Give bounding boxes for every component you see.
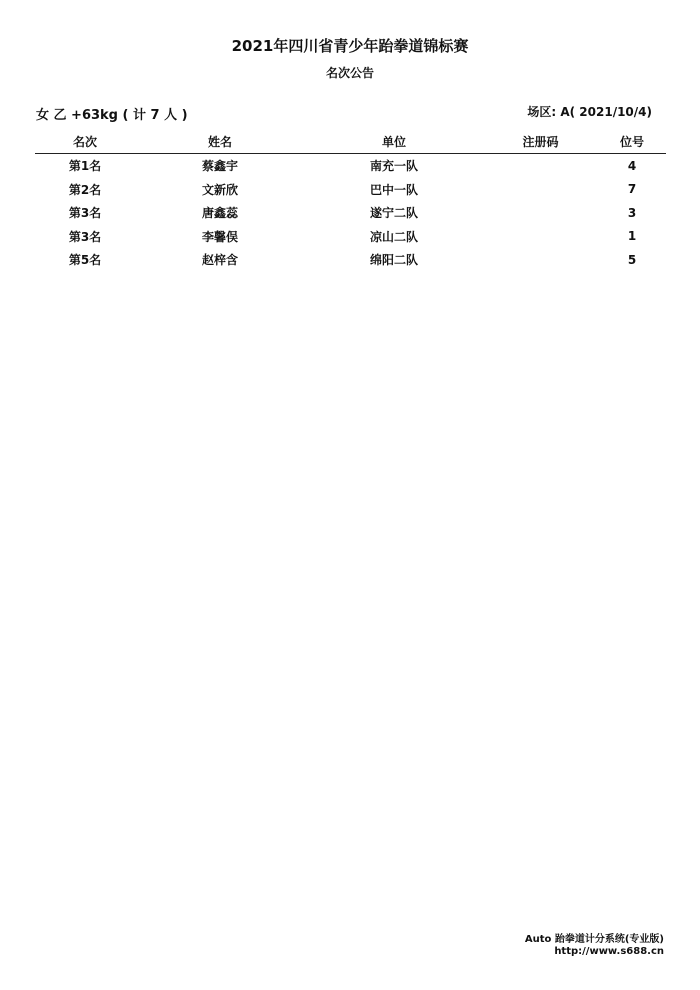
seed-cell: 5 xyxy=(627,252,637,267)
registration-cell xyxy=(483,225,598,249)
name-cell: 蔡鑫宇 xyxy=(201,159,238,174)
rank-cell: 第3名 xyxy=(68,229,102,244)
registration-cell xyxy=(483,201,598,225)
column-header-seed: 位号 xyxy=(598,129,666,154)
team-cell: 遂宁二队 xyxy=(369,206,418,221)
rank-cell: 第2名 xyxy=(68,182,102,197)
column-header-name: 姓名 xyxy=(135,129,305,154)
seed-cell: 4 xyxy=(627,158,637,173)
team-cell: 绵阳二队 xyxy=(369,253,418,268)
name-cell: 李馨俣 xyxy=(201,229,238,244)
ranking-table xyxy=(35,129,666,272)
seed-cell: 3 xyxy=(627,205,637,220)
seed-cell: 7 xyxy=(627,182,637,197)
footer-url: http://www.s688.cn xyxy=(554,946,664,957)
registration-cell xyxy=(483,154,598,178)
rank-cell: 第3名 xyxy=(68,206,102,221)
table-header-row xyxy=(35,129,666,154)
table-row xyxy=(35,225,666,249)
division-label: 女 乙 +63kg ( 计 7 人 ) xyxy=(36,108,188,123)
team-cell: 凉山二队 xyxy=(369,229,418,244)
name-cell: 赵梓含 xyxy=(201,253,238,268)
rank-cell: 第5名 xyxy=(68,253,102,268)
seed-cell: 1 xyxy=(627,229,637,244)
column-header-rank: 名次 xyxy=(35,129,135,154)
column-header-registration: 注册码 xyxy=(483,129,598,154)
venue-label: 场区: A( 2021/10/4) xyxy=(527,105,652,119)
document-subtitle: 名次公告 xyxy=(325,66,374,80)
rank-cell: 第1名 xyxy=(68,159,102,174)
table-row xyxy=(35,201,666,225)
registration-cell xyxy=(483,248,598,272)
team-cell: 巴中一队 xyxy=(369,182,418,197)
name-cell: 唐鑫蕊 xyxy=(201,206,238,221)
table-row xyxy=(35,154,666,178)
column-header-team: 单位 xyxy=(305,129,483,154)
registration-cell xyxy=(483,178,598,202)
document-title: 2021年四川省青少年跆拳道锦标赛 xyxy=(231,37,469,55)
footer-system-label: Auto 跆拳道计分系统(专业版) xyxy=(524,934,664,945)
team-cell: 南充一队 xyxy=(369,159,418,174)
name-cell: 文新欣 xyxy=(201,182,238,197)
table-row xyxy=(35,178,666,202)
table-row xyxy=(35,248,666,272)
